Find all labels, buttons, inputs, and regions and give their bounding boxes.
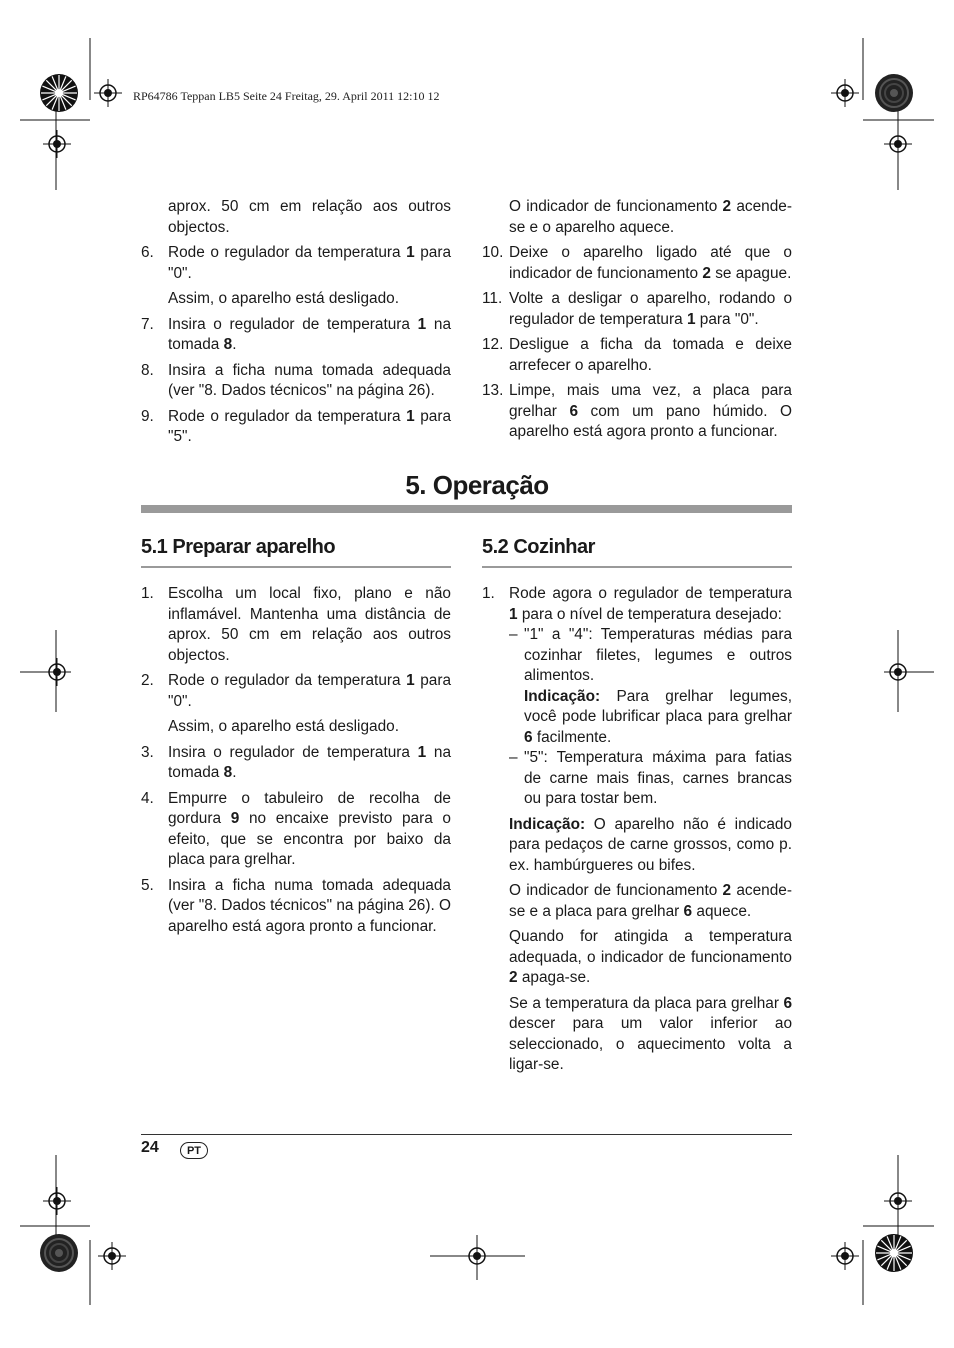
language-badge: PT (180, 1142, 208, 1159)
section-title-prepare: 5.1 Preparar aparelho (141, 536, 336, 558)
note: Indicação: O aparelho não é indicado para pedaços de carne grossos, como p. ex. hambúrgueres ou bifes. (509, 815, 792, 874)
top-right-column (482, 197, 792, 448)
registration-mark-icon (884, 1187, 912, 1215)
paragraph: Se a temperatura da placa para grelhar 6 descer para um valor inferior ao seleccionado, o aquecimento volta a ligar-se. (509, 994, 792, 1073)
list-item: 9. Rode o regulador da temperatura 1 para "5". (141, 407, 451, 445)
list-item: 8. Insira a ficha numa tomada adequada (ver "8. Dados técnicos" na página 26). (141, 361, 451, 399)
list-item: 7. Insira o regulador de temperatura 1 na tomada 8. (141, 315, 452, 353)
list-item: 4. Empurre o tabuleiro de recolha de gordura 9 no encaixe previsto para o efeito, que se encontra por baixo da placa para grelhar. (141, 789, 451, 868)
print-header: RP64786 Teppan LB5 Seite 24 Freitag, 29. April 2011 12:10 12 (133, 89, 440, 103)
list-item: O indicador de funcionamento 2 acende-se e o aparelho aquece. (509, 198, 792, 236)
list-item: Assim, o aparelho está desligado. (168, 718, 399, 735)
registration-mark-icon (884, 658, 912, 686)
list-item: 3. Insira o regulador de temperatura 1 na tomada 8. (141, 743, 452, 781)
list-item: 5. Insira a ficha numa tomada adequada (ver "8. Dados técnicos" na página 26). O aparelho está agora pronto a funcionar. (141, 876, 451, 935)
color-wheel-icon (40, 1234, 78, 1272)
cook-steps (482, 584, 792, 1081)
top-left-column (141, 197, 451, 453)
list-item: 1. Escolha um local fixo, plano e não inflamável. Mantenha uma distância de aprox. 50 cm em relação aos outros objectos. (141, 585, 451, 664)
list-item: 1. Rode agora o regulador de temperatura 1 para o nível de temperatura desejado: (482, 585, 792, 623)
section-title-cook: 5.2 Cozinhar (482, 536, 595, 558)
page-number: 24 (141, 1139, 159, 1156)
registration-mark-icon (43, 1187, 71, 1215)
footer-rule (141, 1134, 792, 1135)
section-rule (482, 566, 792, 568)
paragraph: Quando for atingida a temperatura adequada, o indicador de funcionamento 2 apaga-se. (509, 928, 792, 986)
list-item: 12. Desligue a ficha da tomada e deixe arrefecer o aparelho. (482, 336, 792, 374)
section-rule (141, 566, 451, 568)
list-item: 6. Rode o regulador da temperatura 1 para "0". (141, 244, 451, 282)
registration-mark-icon (43, 130, 71, 158)
list-item: 13. Limpe, mais uma vez, a placa para grelhar 6 com um pano húmido. O aparelho está agora pronto a funcionar. (482, 382, 792, 440)
color-wheel-icon (875, 1234, 913, 1272)
registration-mark-icon (94, 79, 122, 107)
registration-mark-icon (831, 79, 859, 107)
chapter-rule (141, 505, 792, 513)
registration-mark-icon (831, 1242, 859, 1270)
sub-list-item: – "5": Temperatura máxima para fatias de carne mais finas, carnes brancas ou para tostar bem. (509, 749, 792, 807)
registration-mark-icon (43, 658, 71, 686)
list-item: Assim, o aparelho está desligado. (168, 290, 399, 307)
list-item: 10. Deixe o aparelho ligado até que o indicador de funcionamento 2 se apague. (482, 244, 792, 282)
color-wheel-icon (40, 74, 78, 112)
registration-mark-icon (884, 130, 912, 158)
list-item: 11. Volte a desligar o aparelho, rodando o regulador de temperatura 1 para "0". (482, 290, 792, 328)
color-wheel-icon (875, 74, 913, 112)
paragraph: O indicador de funcionamento 2 acende-se e a placa para grelhar 6 aquece. (509, 882, 792, 920)
chapter-title: 5. Operação (405, 470, 549, 500)
registration-mark-icon (98, 1242, 126, 1270)
list-item: 2. Rode o regulador da temperatura 1 para "0". (141, 672, 451, 710)
registration-mark-icon (463, 1242, 491, 1270)
prepare-steps (141, 584, 451, 942)
note: Indicação: Para grelhar legumes, você pode lubrificar placa para grelhar 6 facilmente. (524, 687, 792, 746)
list-item: aprox. 50 cm em relação aos outros objectos. (168, 198, 451, 236)
sub-list-item: – "1" a "4": Temperaturas médias para cozinhar filetes, legumes e outros alimentos. (509, 626, 792, 684)
